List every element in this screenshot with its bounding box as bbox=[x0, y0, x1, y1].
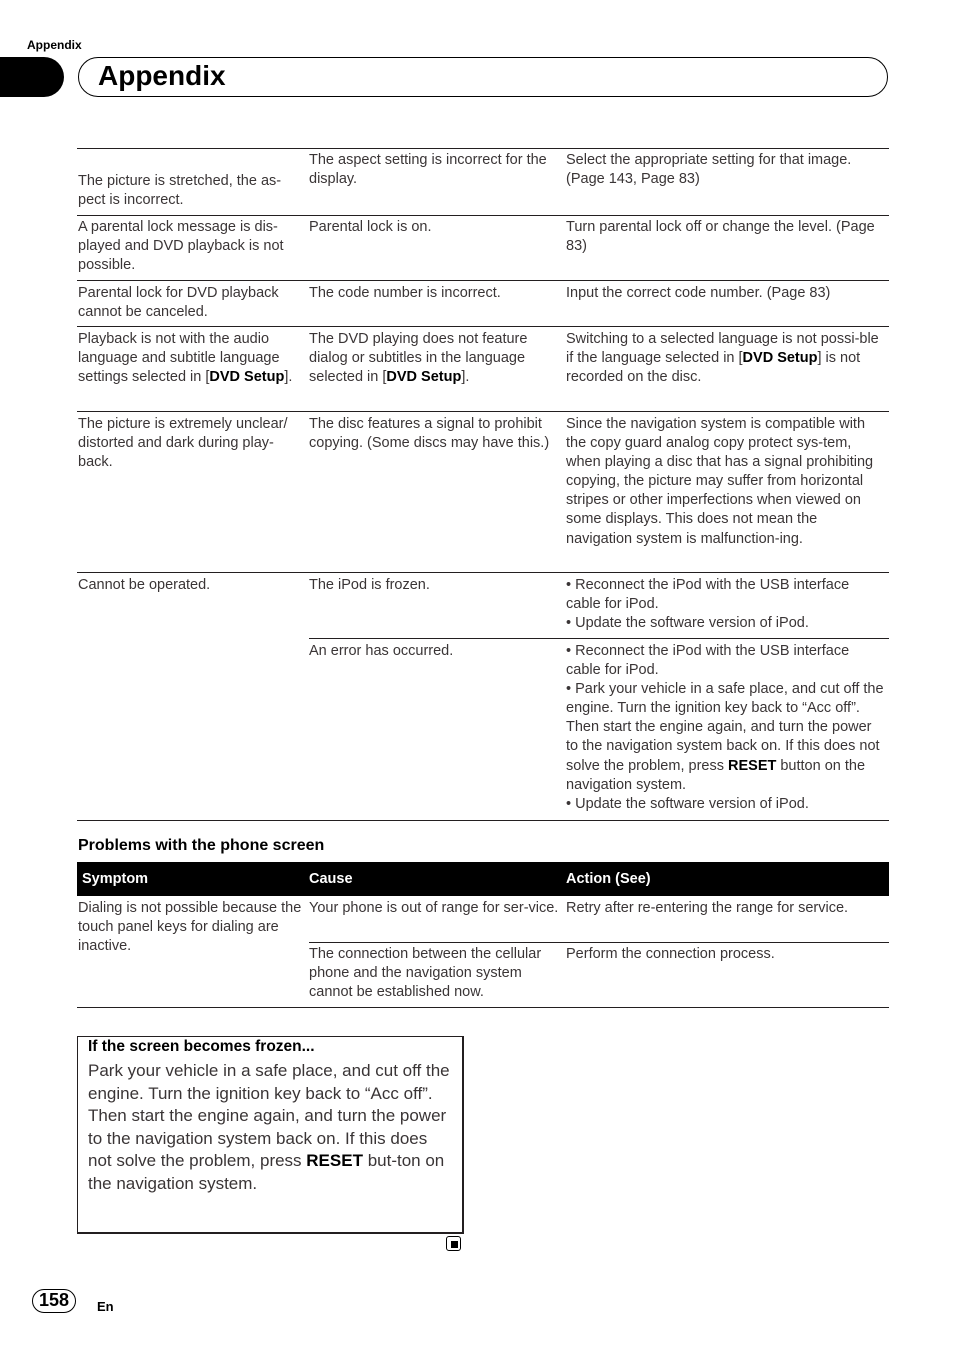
table-cell-cause: Your phone is out of range for ser-vice. bbox=[309, 900, 559, 916]
row-divider bbox=[77, 326, 889, 327]
column-header-cause: Cause bbox=[309, 871, 353, 887]
row-divider bbox=[77, 280, 889, 281]
table-cell-action: Select the appropriate setting for that image. (Page 143, Page 83) bbox=[566, 152, 852, 188]
table-cell-action: Turn parental lock off or change the level. (Page 83) bbox=[566, 219, 875, 255]
bullet-item: • Reconnect the iPod with the USB interface cable for iPod. bbox=[566, 577, 850, 613]
subrow-divider bbox=[309, 942, 889, 943]
table-cell-cause: The aspect setting is incorrect for the display. bbox=[309, 152, 547, 188]
table-cell-cause: An error has occurred. bbox=[309, 643, 454, 659]
table-cell-cause: The iPod is frozen. bbox=[309, 577, 430, 593]
table-cell-symptom: The picture is extremely unclear/ distorted and dark during play-back. bbox=[78, 416, 288, 471]
table-cell-action: Since the navigation system is compatible with the copy guard analog copy protect sys-tem, when playing a disc that has a signal prohibiting copying, the picture may suffer from horizontal stripes or other imperfections when viewed on some displays. This does not mean the navigation system is malfunction-ing. bbox=[566, 416, 874, 547]
language-code: En bbox=[97, 1299, 114, 1314]
table-cell-symptom: Parental lock for DVD playback cannot be canceled. bbox=[78, 285, 279, 321]
table-cell-symptom: A parental lock message is dis-played and DVD playback is not possible. bbox=[78, 219, 284, 274]
page-number: 158 bbox=[38, 1290, 70, 1310]
table-bottom-rule bbox=[77, 1007, 889, 1008]
table-cell-action: Input the correct code number. (Page 83) bbox=[566, 285, 831, 301]
setting-name: DVD Setup bbox=[209, 369, 285, 386]
row-divider bbox=[77, 572, 889, 573]
column-header-action: Action (See) bbox=[566, 871, 651, 887]
table-cell-cause: The connection between the cellular phone and the navigation system cannot be established now. bbox=[309, 946, 542, 1001]
end-of-section-icon-fill bbox=[451, 1241, 458, 1248]
note-body: Park your vehicle in a safe place, and cut off the engine. Turn the ignition key back to “Acc off”. Then start the engine again, and turn the power to the navigation system back on. If this does not solve the problem, press RESET but-ton on the navigation system. bbox=[88, 1061, 450, 1193]
section-tag: Appendix bbox=[27, 38, 82, 52]
table-cell-action bbox=[566, 642, 884, 814]
table-cell-action: Perform the connection process. bbox=[566, 946, 775, 962]
table-cell-symptom: The picture is stretched, the as-pect is incorrect. bbox=[78, 173, 282, 209]
bullet-item: • Reconnect the iPod with the USB interface cable for iPod. bbox=[566, 643, 850, 679]
table-bottom-rule bbox=[77, 820, 889, 821]
column-header-symptom: Symptom bbox=[82, 871, 149, 887]
bullet-item: • Park your vehicle in a safe place, and cut off the engine. Turn the ignition key back to “Acc off”. Then start the engine again, and turn the power to the navigation system back on. If this does not solve the problem, press RESET button on the navigation system. bbox=[566, 681, 884, 793]
table-cell-cause: Parental lock is on. bbox=[309, 219, 432, 235]
row-divider bbox=[77, 215, 889, 216]
note-title: If the screen becomes frozen... bbox=[88, 1038, 315, 1055]
table-cell-cause: The disc features a signal to prohibit copying. (Some discs may have this.) bbox=[309, 416, 550, 452]
table-cell-symptom: Dialing is not possible because the touch panel keys for dialing are inactive. bbox=[78, 900, 302, 955]
section-tab-marker bbox=[0, 57, 64, 97]
bullet-item: • Update the software version of iPod. bbox=[566, 795, 809, 812]
table-cell-action: Switching to a selected language is not possi-ble if the language selected in [DVD Setup] is not recorded on the disc. bbox=[566, 331, 879, 386]
reset-button-name: RESET bbox=[728, 757, 777, 774]
table-header-bar bbox=[77, 862, 889, 896]
subrow-divider bbox=[309, 638, 889, 639]
table-cell-action bbox=[566, 576, 884, 633]
setting-name: DVD Setup bbox=[742, 350, 818, 367]
table-cell-cause: The code number is incorrect. bbox=[309, 285, 501, 301]
bullet-item: • Update the software version of iPod. bbox=[566, 615, 809, 632]
note-box-shadow bbox=[462, 1037, 464, 1234]
table-cell-action: Retry after re-entering the range for service. bbox=[566, 900, 849, 916]
table-cell-cause: The DVD playing does not feature dialog or subtitles in the language selected in [DVD Setup]. bbox=[309, 331, 528, 386]
reset-button-name: RESET bbox=[306, 1151, 363, 1171]
table-cell-symptom: Cannot be operated. bbox=[78, 577, 211, 593]
note-box-shadow bbox=[78, 1232, 464, 1234]
table-cell-symptom: Playback is not with the audio language and subtitle language settings selected in [DVD Setup]. bbox=[78, 331, 293, 386]
row-divider bbox=[77, 411, 889, 412]
setting-name: DVD Setup bbox=[386, 369, 462, 386]
table-top-rule bbox=[77, 148, 889, 149]
page-title: Appendix bbox=[98, 60, 226, 91]
section-heading: Problems with the phone screen bbox=[78, 837, 325, 854]
